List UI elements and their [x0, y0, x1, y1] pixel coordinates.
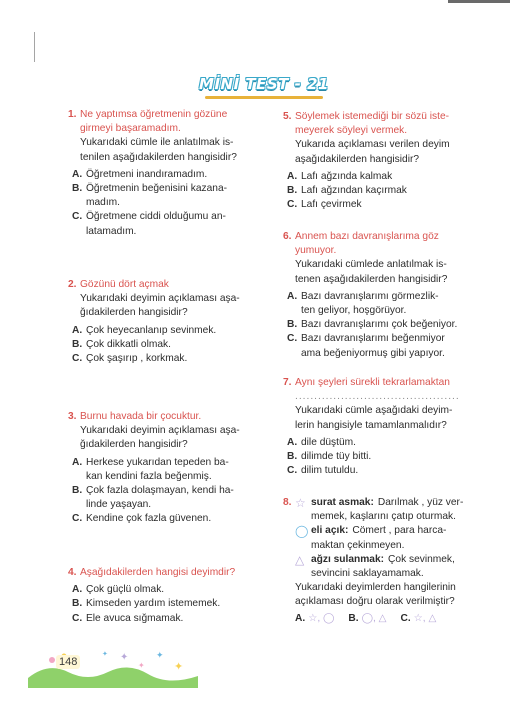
idiom-meaning: maktan çekinmeyen. — [311, 539, 405, 551]
idiom-term: eli açık: — [311, 525, 349, 537]
answer-option — [283, 184, 473, 198]
question-body-line: Yukarıda açıklaması verilen deyim — [295, 139, 450, 151]
answer-option — [68, 583, 260, 597]
option-text: kan kendini fazla beğenmiş. — [86, 470, 212, 482]
question-heading-text: Aşağıdakilerden hangisi deyimdir? — [80, 567, 236, 578]
svg-text:✦: ✦ — [120, 652, 129, 663]
svg-text:✦: ✦ — [138, 661, 145, 670]
question-heading-text: meyerek söyleyi vermek. — [295, 125, 408, 137]
idiom-term: ağzı sulanmak: — [311, 553, 385, 565]
option-letter — [72, 498, 86, 512]
option-letter: A. — [72, 324, 83, 336]
option-letter: C. — [72, 211, 83, 223]
idiom-meaning: Cömert , para harca- — [352, 525, 447, 537]
question-body-line: ğıdakilerden hangisidir? — [80, 307, 188, 319]
question-number: 1. — [68, 109, 77, 120]
question-heading-text: yumuyor. — [295, 245, 337, 257]
option-letter — [287, 304, 301, 318]
answer-option — [283, 347, 473, 361]
question-body-line: tenilen aşağıdakilerden hangisidir? — [80, 151, 237, 163]
svg-text:✦: ✦ — [102, 651, 108, 658]
question-1 — [68, 108, 260, 239]
question-number: 3. — [68, 411, 77, 422]
option-text: linde yaşayan. — [86, 499, 152, 511]
question-7 — [283, 376, 473, 478]
question-body-line: Yukarıdaki deyimlerden hangilerinin — [295, 582, 456, 594]
question-heading-line — [283, 110, 473, 124]
idiom-definition-line — [283, 496, 473, 510]
idiom-meaning: Darılmak , yüz ver- — [377, 497, 464, 508]
option-letter: A. — [287, 436, 298, 448]
answer-option — [68, 512, 260, 526]
fill-in-dotted-line: ........................................... — [295, 391, 460, 403]
option-letter: C. — [287, 199, 298, 211]
question-3 — [68, 410, 260, 527]
answer-option — [68, 612, 260, 626]
answer-option — [68, 338, 260, 352]
question-heading-text: Gözünü dört açmak — [80, 279, 169, 290]
option-letter: C. — [72, 513, 83, 525]
answer-option — [283, 170, 473, 184]
answer-options-row — [283, 612, 473, 626]
page-number: 148 — [56, 655, 80, 669]
question-number: 2. — [68, 279, 77, 290]
option-text: Çok dikkatli olmak. — [86, 338, 171, 350]
margin-mark — [34, 32, 35, 62]
option-letter — [72, 225, 86, 239]
question-heading-line — [68, 122, 260, 136]
question-number: 5. — [283, 111, 292, 122]
question-number: 7. — [283, 377, 292, 388]
option-text: Bazı davranışlarımı çok beğeniyor. — [301, 319, 458, 331]
option-text: Kimseden yardım istememek. — [86, 598, 221, 610]
answer-option — [283, 436, 473, 450]
question-4 — [68, 566, 260, 626]
question-heading-text: Aynı şeyleri sürekli tekrarlamaktan — [295, 377, 450, 388]
option-text: Çok fazla dolaşmayan, kendi ha- — [86, 485, 234, 497]
idiom-definition-line — [283, 567, 473, 581]
option-text: Çok güçlü olmak. — [86, 584, 165, 596]
question-heading-line — [68, 278, 260, 292]
option-letter: C. — [72, 353, 83, 365]
option-letter: C. — [72, 612, 83, 624]
option-text: Çok şaşırıp , korkmak. — [86, 353, 188, 365]
question-body-line: tenen aşağıdakilerden hangisidir? — [295, 273, 448, 285]
option-letter: B. — [287, 185, 298, 197]
option-letter: C. — [400, 612, 411, 624]
answer-option — [68, 182, 260, 196]
option-letter: B. — [72, 183, 83, 195]
option-text: Bazı davranışlarımı beğenmiyor — [301, 333, 445, 345]
question-heading-text: Söylemek istemediği bir sözü iste- — [295, 111, 450, 122]
question-8 — [283, 496, 473, 626]
answer-option — [68, 352, 260, 366]
option-text: dilimde tüy bitti. — [301, 451, 372, 463]
option-text: Kendine çok fazla güvenen. — [86, 513, 212, 525]
option-text: Öğretmene ciddi olduğumu an- — [86, 211, 226, 223]
question-body-line: Yukarıdaki cümle aşağıdaki deyim- — [295, 405, 453, 417]
question-body-line: Yukarıdaki cümle ile anlatılmak is- — [80, 137, 234, 149]
question-heading-text: Ne yaptımsa öğretmenin gözüne — [80, 109, 228, 120]
question-number: 6. — [283, 231, 292, 242]
option-letter: B. — [72, 485, 83, 497]
option-letter: C. — [287, 333, 298, 345]
question-body-line: aşağıdakilerden hangisidir? — [295, 153, 420, 165]
question-heading-text: girmeyi başaramadım. — [80, 123, 181, 135]
question-heading-text: Burnu havada bir çocuktur. — [80, 411, 202, 422]
question-heading-line — [283, 244, 473, 258]
star-icon: ☆ — [295, 496, 306, 510]
option-symbols: ☆, △ — [413, 612, 437, 624]
scan-edge-mark — [448, 0, 510, 3]
question-heading-line — [68, 566, 260, 580]
answer-option — [348, 612, 386, 626]
option-letter — [287, 347, 301, 361]
answer-option — [283, 198, 473, 212]
option-text: Lafı ağzından kaçırmak — [301, 185, 407, 197]
option-text: ten geliyor, hoşgörüyor. — [301, 305, 407, 317]
question-number: 8. — [283, 497, 292, 508]
question-body-line: Yukarıdaki deyimin açıklaması aşa- — [80, 293, 240, 305]
option-text: ama beğeniyormuş gibi yapıyor. — [301, 347, 445, 359]
option-letter: A. — [72, 584, 83, 596]
question-number — [283, 244, 295, 258]
title-underline — [205, 96, 323, 99]
question-number: 4. — [68, 567, 77, 578]
question-5 — [283, 110, 473, 212]
option-letter: A. — [72, 456, 83, 468]
option-text: Öğretmeni inandıramadım. — [86, 168, 208, 180]
answer-option — [68, 210, 260, 224]
idiom-term: surat asmak: — [311, 497, 374, 508]
answer-option — [283, 464, 473, 478]
idiom-meaning: memek, kaşlarını çatıp oturmak. — [311, 511, 456, 523]
answer-option — [295, 612, 334, 626]
option-letter: A. — [287, 290, 298, 302]
idiom-definition-line — [283, 553, 473, 567]
option-letter: B. — [287, 451, 298, 463]
grass-decoration — [28, 648, 198, 688]
option-letter: A. — [287, 170, 298, 182]
page-title: MİNİ TEST - 21 — [199, 75, 329, 93]
triangle-icon: △ — [295, 552, 305, 567]
answer-option — [68, 484, 260, 498]
question-number — [283, 124, 295, 138]
svg-text:✦: ✦ — [174, 661, 184, 673]
question-heading-text: Annem bazı davranışlarıma göz — [295, 231, 439, 242]
idiom-definition-line — [283, 539, 473, 553]
answer-option — [283, 304, 473, 318]
svg-text:✦: ✦ — [156, 650, 164, 660]
option-letter: A. — [72, 168, 83, 180]
answer-option — [68, 168, 260, 182]
answer-option — [283, 332, 473, 346]
option-text: dilim tutuldu. — [301, 465, 359, 477]
option-text: Herkese yukarıdan tepeden ba- — [86, 456, 229, 468]
idiom-definition-line — [283, 510, 473, 524]
option-text: Lafı çevirmek — [301, 199, 362, 211]
question-number — [68, 122, 80, 136]
idiom-meaning: Çok sevinmek, — [388, 553, 455, 565]
question-body-line: Yukarıdaki deyimin açıklaması aşa- — [80, 425, 240, 437]
option-letter: B. — [348, 612, 359, 624]
answer-option — [68, 470, 260, 484]
option-text: Öğretmenin beğenisini kazana- — [86, 183, 228, 195]
circle-icon: ◯ — [295, 524, 309, 539]
option-text: madım. — [86, 197, 120, 209]
option-text: Lafı ağzında kalmak — [301, 170, 393, 182]
question-heading-line — [283, 230, 473, 244]
option-letter: B. — [72, 598, 83, 610]
question-body-line: lerin hangisiyle tamamlanmalıdır? — [295, 419, 447, 431]
option-letter: C. — [287, 465, 298, 477]
idiom-meaning: sevincini saklayamamak. — [311, 568, 424, 580]
option-text: Çok heyecanlanıp sevinmek. — [86, 324, 217, 336]
answer-option — [68, 456, 260, 470]
idiom-definition-line — [283, 524, 473, 538]
question-heading-line — [68, 108, 260, 122]
answer-option — [68, 498, 260, 512]
option-text: dile düştüm. — [301, 436, 356, 448]
option-letter: B. — [72, 338, 83, 350]
option-symbols: ☆, ◯ — [308, 612, 335, 624]
answer-option — [283, 290, 473, 304]
answer-option — [283, 318, 473, 332]
answer-option — [68, 324, 260, 338]
question-body-line: Yukarıdaki cümlede anlatılmak is- — [295, 259, 447, 271]
option-text: Bazı davranışlarımı görmezlik- — [301, 290, 439, 302]
answer-option — [400, 612, 436, 626]
answer-option — [68, 225, 260, 239]
question-body-line: açıklaması doğru olarak verilmiştir? — [295, 596, 455, 608]
question-body-line: ğıdakilerden hangisidir? — [80, 439, 188, 451]
option-letter — [72, 470, 86, 484]
answer-option — [68, 196, 260, 210]
answer-option — [283, 450, 473, 464]
question-heading-line — [283, 376, 473, 390]
option-letter: B. — [287, 319, 298, 331]
option-letter: A. — [295, 612, 306, 624]
option-letter — [72, 196, 86, 210]
title-banner — [198, 70, 330, 98]
question-6 — [283, 230, 473, 361]
answer-option — [68, 597, 260, 611]
option-symbols: ◯, △ — [361, 612, 387, 624]
question-2 — [68, 278, 260, 366]
question-heading-line — [68, 410, 260, 424]
option-text: latamadım. — [86, 225, 137, 237]
question-heading-line — [283, 124, 473, 138]
option-text: Ele avuca sığmamak. — [86, 612, 184, 624]
